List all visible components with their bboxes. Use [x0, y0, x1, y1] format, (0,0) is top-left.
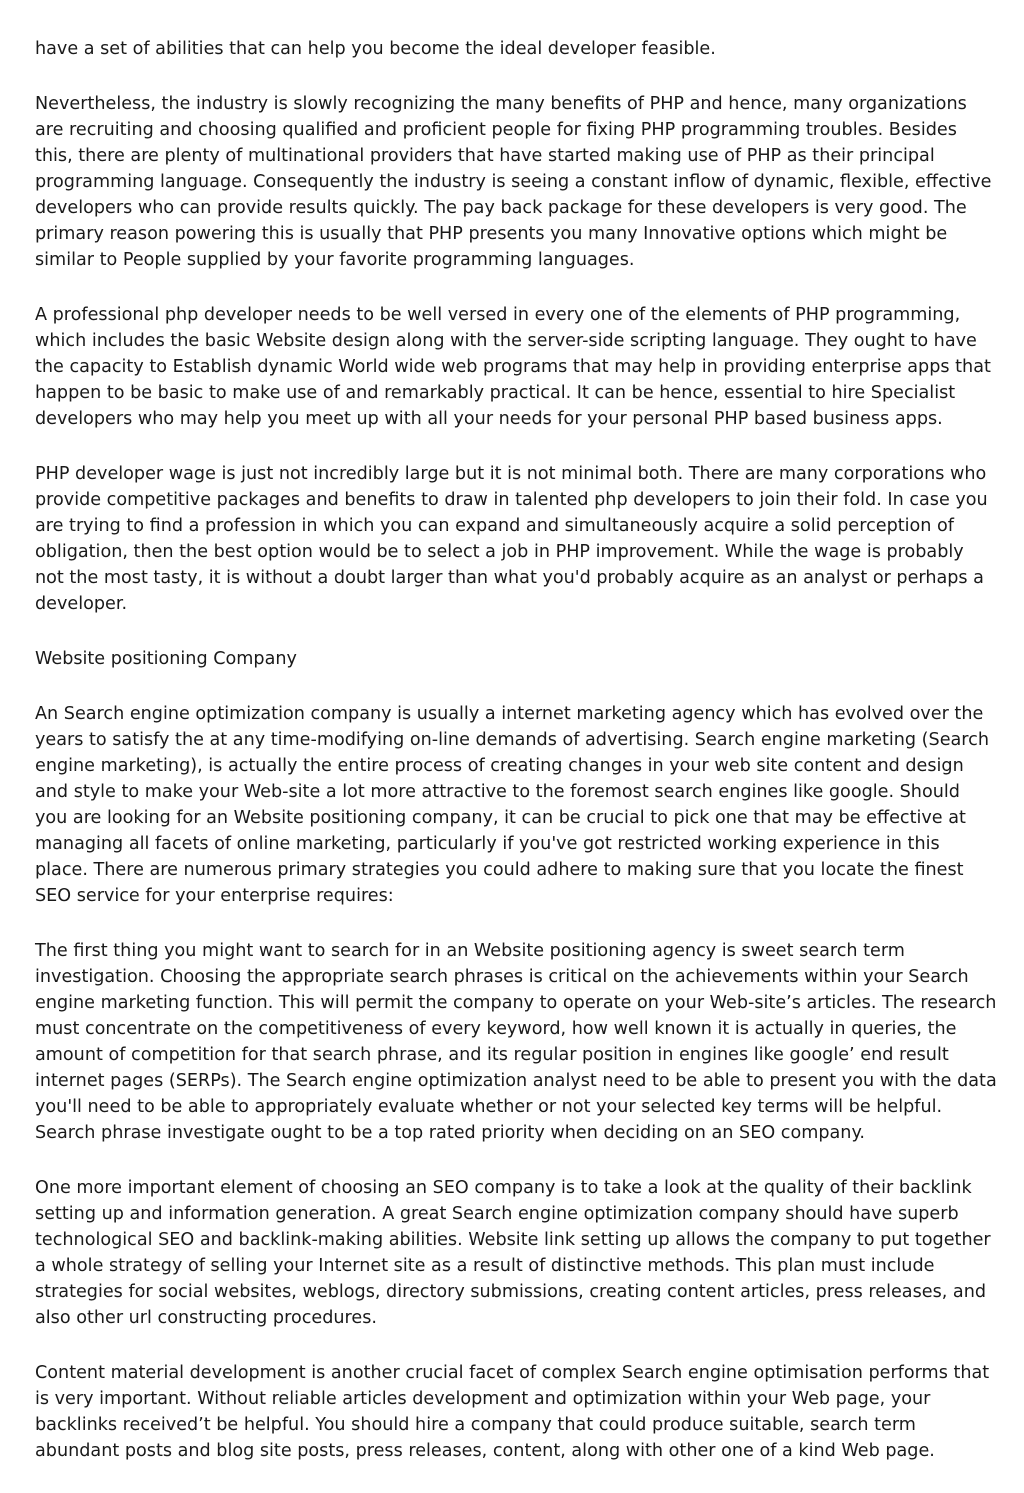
paragraph-seo-company-intro: An Search engine optimization company is usually a internet marketing agency which has evolved over the years to satisfy the at any time-modifying on-line demands of advertising. Search engine marketing (Search engine marketing), is actually the entire process of creating changes in your web site content and design and style to make your Web-site a lot more attractive to the foremost search engines like google. Should you are looking for an Website positioning company, it can be crucial to pick one that may be effective at managing all facets of online marketing, particularly if you've got restricted working experience in this place. There are numerous primary strategies you could adhere to making sure that you locate the finest SEO service for your enterprise requires:	[35, 704, 989, 906]
paragraph-content-development: Content material development is another crucial facet of complex Search engine optimisation performs that is very important. Without reliable articles development and optimization within your Web page, your backlinks received’t be helpful. You should hire a company that could produce suitable, search term abundant posts and blog site posts, press releases, content, along with other one of a kind Web page.	[35, 1363, 990, 1461]
paragraph-intro-continuation: have a set of abilities that can help you become the ideal developer feasible.	[35, 39, 716, 59]
paragraph-keyword-research: The first thing you might want to search for in an Website positioning agency is sweet search term investigation. Choosing the appropriate search phrases is critical on the achievements within your Search engine marketing function. This will permit the company to operate on your Web-site’s articles. The research must concentrate on the competitiveness of every keyword, how well known it is actually in queries, the amount of competition for that search phrase, and its regular position in engines like google’ end result internet pages (SERPs). The Search engine optimization analyst need to be able to present you with the data you'll need to be able to appropriately evaluate whether or not your selected key terms will be helpful. Search phrase investigate ought to be a top rated priority when deciding on an SEO company.	[35, 941, 997, 1143]
paragraph-php-developer-skills: A professional php developer needs to be well versed in every one of the elements of PHP programming, which includes the basic Website design along with the server-side scripting language. They ought to have the capacity to Establish dynamic World wide web programs that may help in providing enterprise apps that happen to be basic to make use of and remarkably practical. It can be hence, essential to hire Specialist developers who may help you meet up with all your needs for your personal PHP based business apps.	[35, 305, 991, 429]
paragraph-php-wage: PHP developer wage is just not incredibly large but it is not minimal both. There are many corporations who provide competitive packages and benefits to draw in talented php developers to join their fold. In case you are trying to find a profession in which you can expand and simultaneously acquire a solid perception of obligation, then the best option would be to select a job in PHP improvement. While the wage is probably not the most tasty, it is without a doubt larger than what you'd probably acquire as an analyst or perhaps a developer.	[35, 464, 988, 614]
paragraph-backlink-building: One more important element of choosing an SEO company is to take a look at the quality of their backlink setting up and information generation. A great Search engine optimization company should have superb technological SEO and backlink-making abilities. Website link setting up allows the company to put together a whole strategy of selling your Internet site as a result of distinctive methods. This plan must include strategies for social websites, weblogs, directory submissions, creating content articles, press releases, and also other url constructing procedures.	[35, 1178, 991, 1328]
paragraph-php-industry: Nevertheless, the industry is slowly recognizing the many benefits of PHP and hence, many organizations are recruiting and choosing qualified and proficient people for fixing PHP programming troubles. Besides this, there are plenty of multinational providers that have started making use of PHP as their principal programming language. Consequently the industry is seeing a constant inflow of dynamic, flexible, effective developers who can provide results quickly. The pay back package for these developers is very good. The primary reason powering this is usually that PHP presents you many Innovative options which might be similar to People supplied by your favorite programming languages.	[35, 94, 992, 270]
document-body	[35, 36, 997, 1493]
section-heading-seo-company: Website positioning Company	[35, 649, 297, 669]
